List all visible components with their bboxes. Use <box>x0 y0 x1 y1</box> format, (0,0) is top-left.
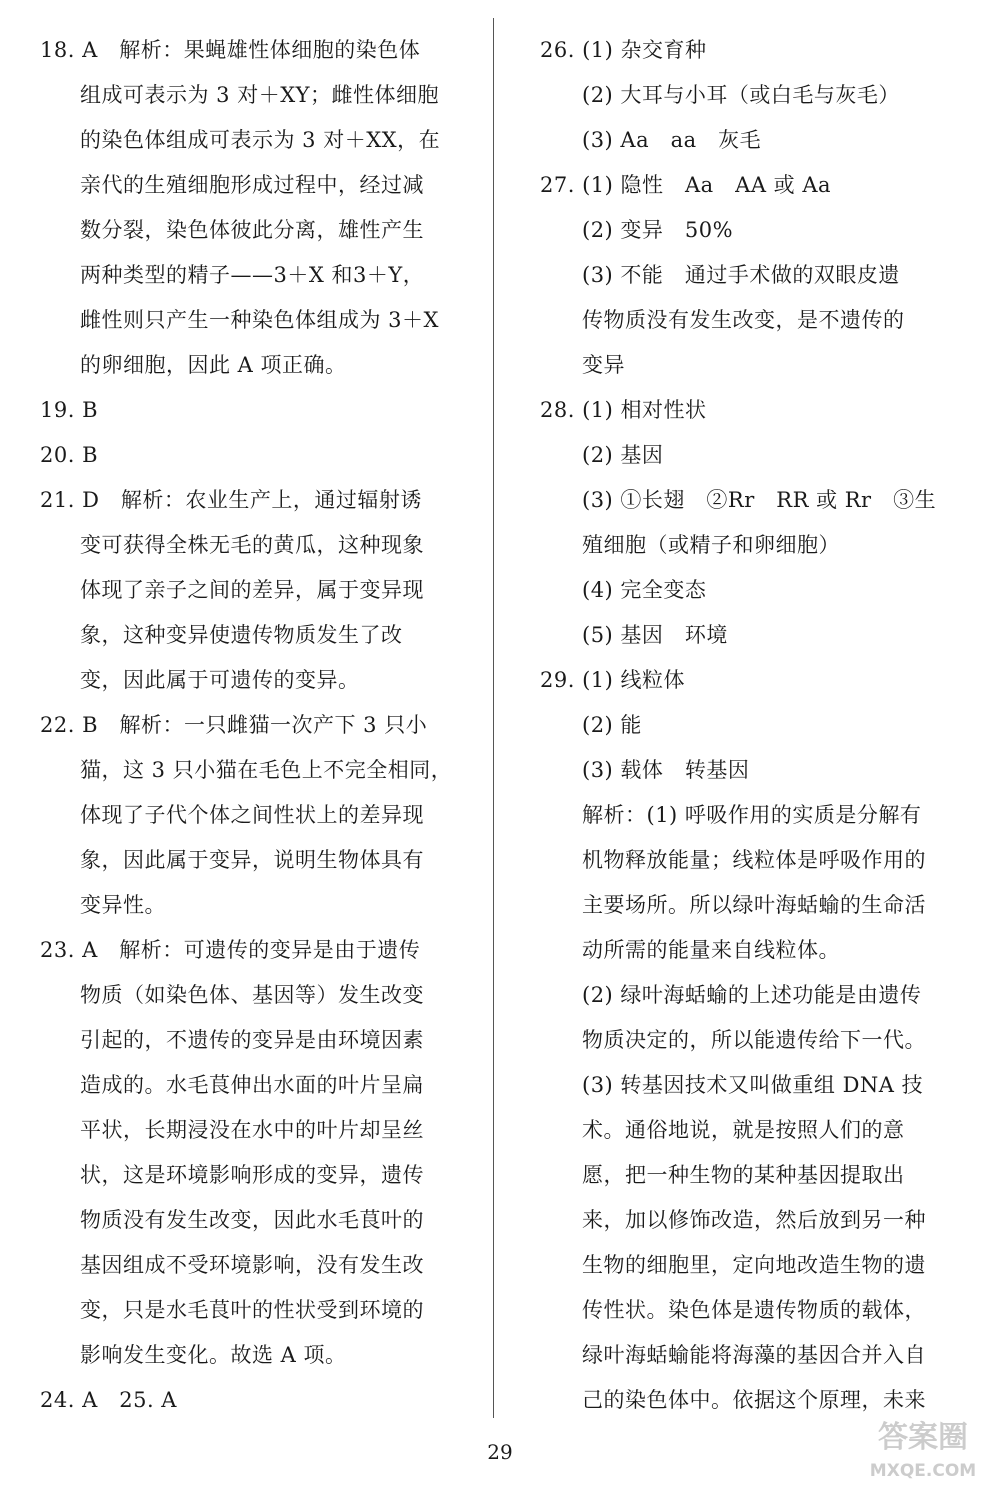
text-line: 绿叶海蛞蝓能将海藻的基因合并入自 <box>582 1343 926 1367</box>
text-line: 雌性则只产生一种染色体组成为 3＋X <box>80 308 439 332</box>
text-line: 愿，把一种生物的某种基因提取出 <box>582 1163 905 1187</box>
text-line: 影响发生变化。故选 A 项。 <box>80 1343 347 1367</box>
column-divider <box>493 18 494 1418</box>
text-line: 基因组成不受环境影响，没有发生改 <box>80 1253 424 1277</box>
right-column <box>540 28 970 1423</box>
text-line: 23. A 解析：可遗传的变异是由于遗传 <box>40 938 421 962</box>
text-line: 解析：(1) 呼吸作用的实质是分解有 <box>582 803 922 827</box>
text-line: 27. (1) 隐性 Aa AA 或 Aa <box>540 173 832 197</box>
page-number: 29 <box>487 1440 513 1464</box>
text-line: 18. A 解析：果蝇雄性体细胞的染色体 <box>40 38 421 62</box>
text-line: 动所需的能量来自线粒体。 <box>582 938 840 962</box>
text-line: 平状，长期浸没在水中的叶片却呈丝 <box>80 1118 424 1142</box>
text-line: (2) 变异 50% <box>582 218 734 242</box>
text-line: 变，因此属于可遗传的变异。 <box>80 668 360 692</box>
text-line: 亲代的生殖细胞形成过程中，经过减 <box>80 173 424 197</box>
text-line: (2) 基因 <box>582 443 664 467</box>
text-line: 己的染色体中。依据这个原理，未来 <box>582 1388 926 1412</box>
text-line: 变异 <box>582 353 625 377</box>
text-line: 殖细胞（或精子和卵细胞） <box>582 533 840 557</box>
text-line: 物质决定的，所以能遗传给下一代。 <box>582 1028 926 1052</box>
text-line: 变可获得全株无毛的黄瓜，这种现象 <box>80 533 424 557</box>
text-line: 象，因此属于变异，说明生物体具有 <box>80 848 424 872</box>
text-line: (3) 载体 转基因 <box>582 758 750 782</box>
text-line: 主要场所。所以绿叶海蛞蝓的生命活 <box>582 893 926 917</box>
text-line: 体现了亲子之间的差异，属于变异现 <box>80 578 424 602</box>
text-line: 传物质没有发生改变，是不遗传的 <box>582 308 905 332</box>
text-line: 生物的细胞里，定向地改造生物的遗 <box>582 1253 926 1277</box>
left-column <box>40 28 472 1423</box>
text-line: 数分裂，染色体彼此分离，雄性产生 <box>80 218 424 242</box>
watermark-logo: 答案圈 <box>878 1420 968 1455</box>
text-line: 20. B <box>40 443 99 467</box>
text-line: 引起的，不遗传的变异是由环境因素 <box>80 1028 424 1052</box>
text-line: 象，这种变异使遗传物质发生了改 <box>80 623 403 647</box>
text-line: 28. (1) 相对性状 <box>540 398 707 422</box>
text-line: 变，只是水毛茛叶的性状受到环境的 <box>80 1298 424 1322</box>
text-line: 体现了子代个体之间性状上的差异现 <box>80 803 424 827</box>
text-line: 29. (1) 线粒体 <box>540 668 685 692</box>
text-line: 组成可表示为 3 对＋XY；雌性体细胞 <box>80 83 440 107</box>
text-line: 物质（如染色体、基因等）发生改变 <box>80 983 424 1007</box>
text-line: 26. (1) 杂交育种 <box>540 38 707 62</box>
text-line: (5) 基因 环境 <box>582 623 728 647</box>
text-line: (4) 完全变态 <box>582 578 707 602</box>
text-line: 物质没有发生改变，因此水毛茛叶的 <box>80 1208 424 1232</box>
text-line: 22. B 解析：一只雌猫一次产下 3 只小 <box>40 713 428 737</box>
text-line: 两种类型的精子——3＋X 和3＋Y， <box>80 263 425 287</box>
text-line: (2) 大耳与小耳（或白毛与灰毛） <box>582 83 900 107</box>
text-line: 变异性。 <box>80 893 166 917</box>
text-line: 状，这是环境影响形成的变异，遗传 <box>80 1163 424 1187</box>
text-line: 19. B <box>40 398 99 422</box>
text-line: (2) 能 <box>582 713 642 737</box>
text-line: 21. D 解析：农业生产上，通过辐射诱 <box>40 488 422 512</box>
text-line: 术。通俗地说，就是按照人们的意 <box>582 1118 905 1142</box>
text-line: 的染色体组成可表示为 3 对＋XX，在 <box>80 128 441 152</box>
text-line: (3) 不能 通过手术做的双眼皮遗 <box>582 263 900 287</box>
watermark <box>848 1418 998 1498</box>
text-line: (3) ①长翅 ②Rr RR 或 Rr ③生 <box>582 488 937 512</box>
text-line: 机物释放能量；线粒体是呼吸作用的 <box>582 848 926 872</box>
text-line: 造成的。水毛茛伸出水面的叶片呈扁 <box>80 1073 424 1097</box>
text-line: (3) Aa aa 灰毛 <box>582 128 762 152</box>
text-line: 的卵细胞，因此 A 项正确。 <box>80 353 347 377</box>
text-line: (3) 转基因技术又叫做重组 DNA 技 <box>582 1073 924 1097</box>
text-line: 来，加以修饰改造，然后放到另一种 <box>582 1208 926 1232</box>
text-line: (2) 绿叶海蛞蝓的上述功能是由遗传 <box>582 983 922 1007</box>
text-line: 传性状。染色体是遗传物质的载体， <box>582 1298 926 1322</box>
text-line: 24. A 25. A <box>40 1388 177 1412</box>
text-line: 猫，这 3 只小猫在毛色上不完全相同， <box>80 758 453 782</box>
watermark-url: MXQE.COM <box>869 1461 977 1481</box>
